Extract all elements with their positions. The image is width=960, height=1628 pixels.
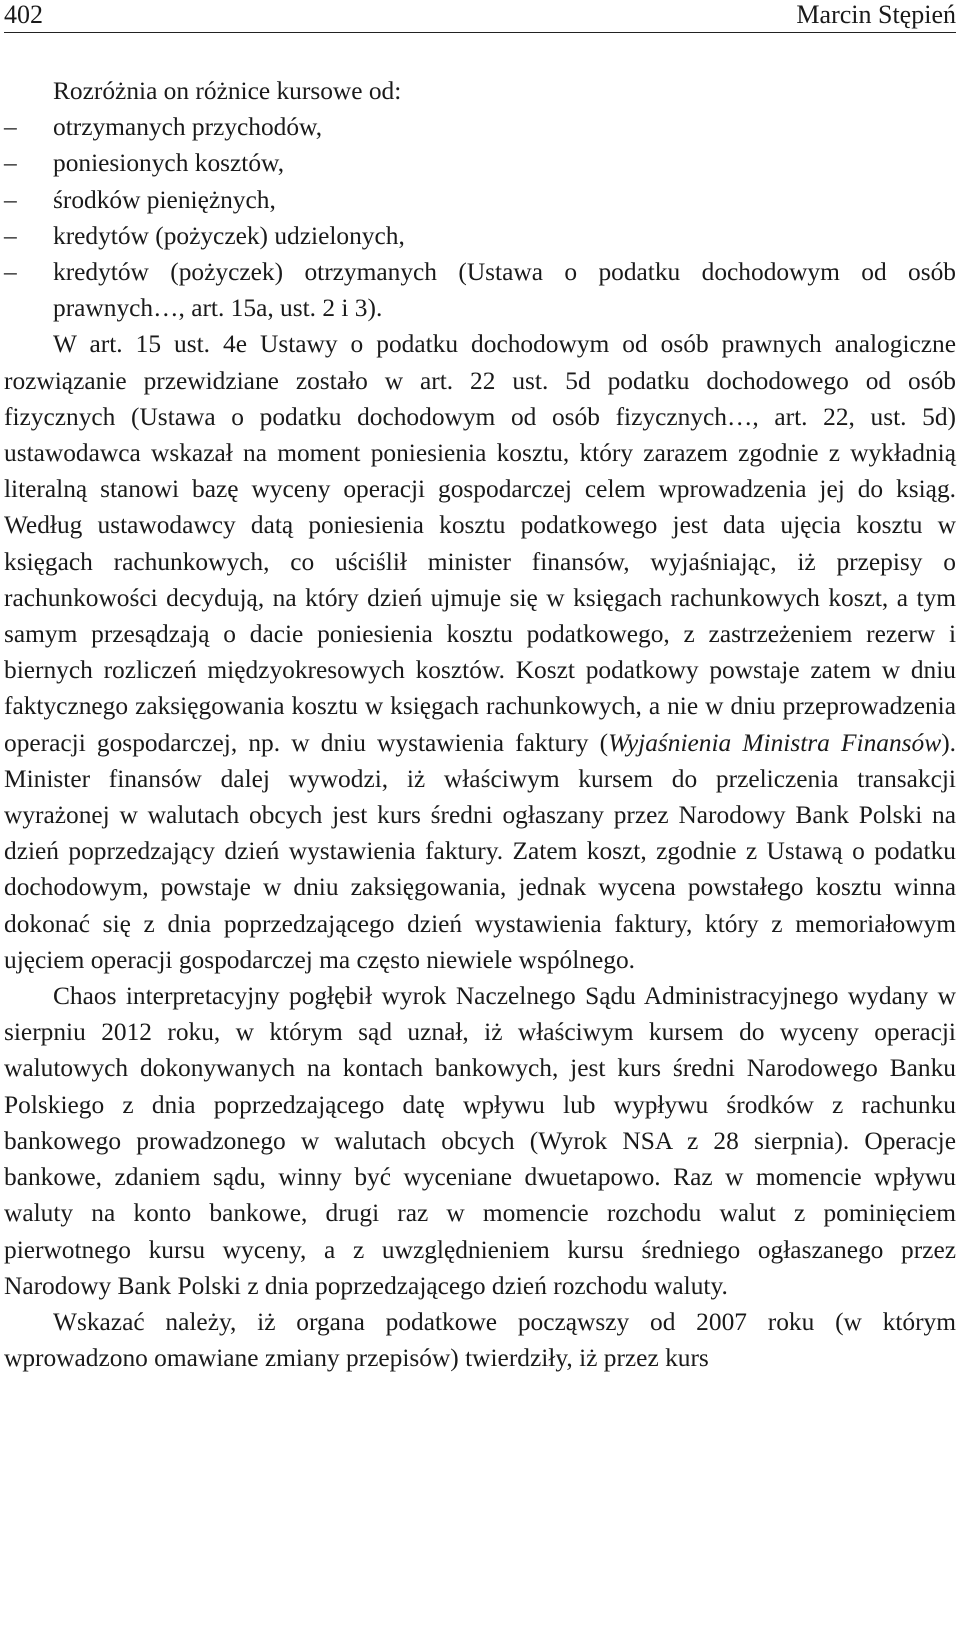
- list-item: – kredytów (pożyczek) udzielonych,: [4, 218, 956, 254]
- running-header: [4, 0, 956, 33]
- paragraph-text: W art. 15 ust. 4e Ustawy o podatku dochodowym od osób prawnych analogiczne rozwiązanie przewidziane zostało w art. 22 ust. 5d podatku dochodowego od osób fizycznych (Ustawa o podatku dochodowym od osób fizycznych…, art. 22, ust. 5d) ustawodawca wskazał na moment poniesienia kosztu, który zarazem zgodnie z wykładnią literalną stanowi bazę wyceny operacji gospodarczej celem wprowadzenia jej do ksiąg. Według ustawodawcy datą poniesienia kosztu podatkowego jest data ujęcia kosztu w księgach rachunkowych, co uściślił minister finansów, wyjaśniając, iż przepisy o rachunkowości decydują, na który dzień ujmuje się w księgach rachunkowych koszt, a tym samym przesądzają o dacie poniesienia kosztu podatkowego, z zastrzeżeniem rezerw i biernych rozliczeń międzyokresowych kosztów. Koszt podatkowy powstaje zatem w dniu faktycznego zaksięgowania kosztu w księgach rachunkowych, a nie w dniu przeprowadzenia operacji gospodarczej, np. w dniu wystawienia faktury (: [4, 330, 956, 757]
- paragraph-text: ). Minister finansów dalej wywodzi, iż właściwym kursem do przeliczenia transakcji wyrażonej w walutach obcych jest kurs średni ogłaszany przez Narodowy Bank Polski na dzień poprzedzający dzień wystawienia faktury. Zatem koszt, zgodnie z Ustawą o podatku dochodowym, powstaje w dniu zaksięgowania, jednak wycena powstałego kosztu winna dokonać się z dnia poprzedzającego dzień wystawienia faktury, który z memoriałowym ujęciem operacji gospodarczej ma często niewiele wspólnego.: [4, 728, 956, 974]
- paragraph: Wskazać należy, iż organa podatkowe począwszy od 2007 roku (w którym wprowadzono omawiane zmiany przepisów) twierdziły, iż przez kurs: [4, 1307, 956, 1373]
- page: [4, 0, 956, 1376]
- paragraph: [4, 326, 956, 978]
- citation: Wyjaśnienia Ministra Finansów: [608, 728, 942, 757]
- list-item: – otrzymanych przychodów,: [4, 109, 956, 145]
- page-number: 402: [4, 0, 43, 29]
- paragraph: Chaos interpretacyjny pogłębił wyrok Naczelnego Sądu Administracyjnego wydany w sierpniu 2012 roku, w którym sąd uznał, iż właściwym kursem do wyceny operacji walutowych dokonywanych na kontach bankowych, jest kurs średni Narodowego Banku Polskiego z dnia poprzedzającego datę wpływu lub wypływu środków z rachunku bankowego prowadzonego w walutach obcych (Wyrok NSA z 28 sierpnia). Operacje bankowe, zdaniem sądu, winny być wyceniane dwuetapowo. Raz w momencie wpływu waluty na konto bankowe, drugi raz w momencie rozchodu walut z pominięciem pierwotnego kursu wyceny, a z uwzględnieniem kursu średniego ogłaszanego przez Narodowy Bank Polski z dnia poprzedzającego dzień rozchodu waluty.: [4, 982, 956, 1300]
- body-text: [4, 73, 956, 1376]
- list-intro: Rozróżnia on różnice kursowe od:: [53, 77, 402, 105]
- list-item: – kredytów (pożyczek) otrzymanych (Ustawa o podatku dochodowym od osób prawnych…, art. 15a, ust. 2 i 3).: [4, 254, 956, 326]
- list-item: – poniesionych kosztów,: [4, 145, 956, 181]
- list-item: – środków pieniężnych,: [4, 182, 956, 218]
- running-head-author: Marcin Stępień: [796, 0, 956, 29]
- dash-list: [4, 109, 956, 326]
